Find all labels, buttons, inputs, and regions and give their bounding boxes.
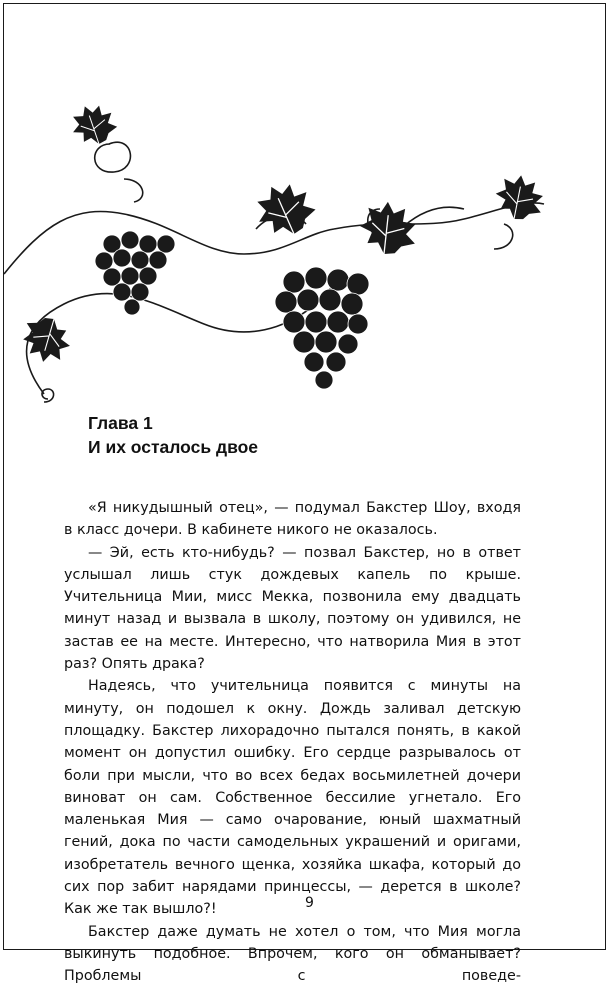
- paragraph: Бакстер даже думать не хотел о том, что Мия могла выкинуть подобное. Впрочем, кого он обманывает? Проблемы с поведе-: [64, 923, 521, 985]
- grapevine-icon: [4, 4, 611, 424]
- page-number: 9: [305, 895, 314, 911]
- chapter-title: И их осталось двое: [88, 437, 259, 457]
- paragraph: «Я никудышный отец», — подумал Бакстер Шоу, входя в класс дочери. В кабинете никого не оказалось.: [64, 500, 521, 539]
- book-page: [3, 3, 606, 985]
- chapter-heading: [88, 411, 258, 459]
- chapter-number: Глава 1: [88, 413, 153, 433]
- paragraph: Надеясь, что учительница появится с минуты на минуту, он подошел к окну. Дождь заливал детскую площадку. Бакстер лихорадочно пытался понять, в какой момент он допустил ошибку. Его сердце разрывалось от боли при мысли, что во всех бедах восьмилетней дочери виноват он сам. Собственное бессилие угнетало. Его маленькая Мия — само очарование, юный шахматный гений, дока по части самодельных украшений и оригами, изобретатель вечного щенка, хозяйка шкафа, который до сих пор забит нарядами принцессы, — дерется в школе? Как же так вышло?!: [64, 678, 521, 918]
- paragraph: — Эй, есть кто-нибудь? — позвал Бакстер, но в ответ услышал лишь стук дождевых капель по крыше. Учительница Мии, мисс Мекка, позвонила ему двадцать минут назад и вызвала в школу, поэтому он удивился, не застав ее на месте. Интересно, что натворила Мия в этот раз? Опять драка?: [64, 544, 521, 673]
- chapter-body: [64, 497, 521, 988]
